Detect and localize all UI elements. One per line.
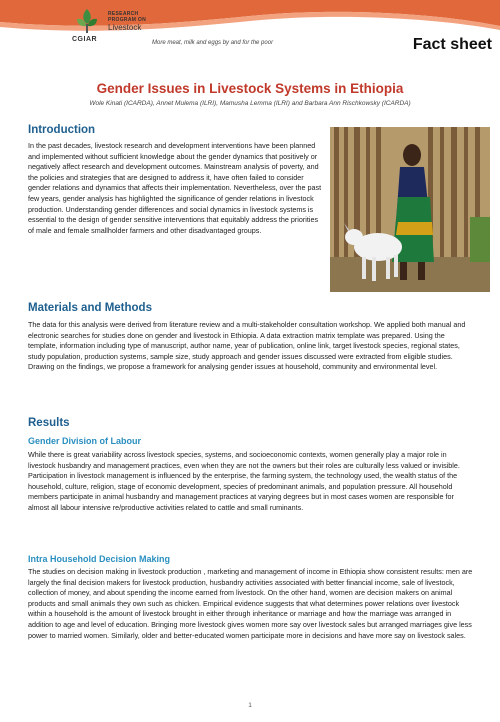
page-number: 1 <box>248 702 252 709</box>
program-line1: RESEARCH <box>108 11 139 17</box>
results-heading: Results <box>28 417 70 429</box>
methods-text: The data for this analysis were derived from literature review and a multi-stakeholder consultation workshop. We applied both manual and electronic searches for studies done on gender and livestock in Ethiopia. A data extraction matrix template was prepared. Using the template, information including type of manuscript, author name, year of publication, online link, target livestock species, regional states, study population, production systems, sample size, study approach and gender issues discussed were extracted from eligible studies. Drawing on the findings, we propose a framework for analysing gender issues at household, community and environmental level. <box>28 320 466 372</box>
introduction-text: In the past decades, livestock research and development interventions have been planned and implemented without sufficient knowledge about the gender dynamics that positively or negatively affect research and development outcomes. Mainstream analysis of poverty, and the policies and strategies that are designed to address it, have often failed to consider gender relations and dynamics that affects their implementation. Nevertheless, over the past few years, gender analysis has highlighted the significance of gender relations in livestock production. Understanding gender differences and social dynamics in livestock systems is essential to the design of gender sensitive interventions that equitably address the priorities of male and female smallholder farmers and other disadvantaged groups. <box>28 141 322 235</box>
page-title: Gender Issues in Livestock Systems in Ethiopia <box>96 81 404 96</box>
methods-heading: Materials and Methods <box>28 302 152 314</box>
authors-line: Wole Kinati (ICARDA), Annet Mulema (ILRI), Mamusha Lemma (ILRI) and Barbara Ann Rischkowsky (ICARDA) <box>89 100 411 107</box>
gender-division-text: While there is great variability across livestock species, systems, and socioeconomic contexts, women generally play a major role in livestock husbandry and management practices, even when they are not the owners but their roles are culturally less valued or invisible. Participation in livestock management is influenced by the enterprise, the farming system, the technology used, the wealth status of the household, culture, religion, stage of economic development, species of predominant animals, and population pressure. All household members participate in animal husbandry and management practices at varying degrees but in most cases women are responsible for almost all labour intensive re/productive activities related to cattle and small ruminants. <box>28 450 460 512</box>
woman-with-goat-photo <box>330 127 490 292</box>
decision-making-heading: Intra Household Decision Making <box>28 554 171 564</box>
tagline: More meat, milk and eggs by and for the poor <box>152 40 274 46</box>
doc-type-label: Fact sheet <box>412 36 492 53</box>
program-line3: Livestock <box>108 23 142 32</box>
introduction-heading: Introduction <box>28 124 96 136</box>
photo-illustration <box>330 127 490 292</box>
gender-division-heading: Gender Division of Labour <box>28 436 142 446</box>
decision-making-text: The studies on decision making in livestock production , marketing and management of income in Ethiopia show consistent results: men are largely the final decision makers for livestock production, husbandry activities associated with better financial income, sale of livestock, collection of money, and about spending the income earned from livestock. On the other hand, women are decision makers on animal products and small animals they own such as chicken. Empirical evidence suggests that what determines power relations over livestock within a household is the amount of livestock brought in either through inheritance or marriage and how the marriage was arranged in addition to age and level of education. Bringing more livestock gives women more say over livestock sales but arranged marriages give less power to married women. Similarly, older and better-educated women participate more in decisions and have more say on livestock sales. <box>28 567 473 640</box>
leaf-icon <box>72 6 102 36</box>
research-program-logo <box>108 11 146 32</box>
cgiar-logo-text: CGIAR <box>72 36 98 43</box>
program-line2: PROGRAM ON <box>108 17 146 23</box>
